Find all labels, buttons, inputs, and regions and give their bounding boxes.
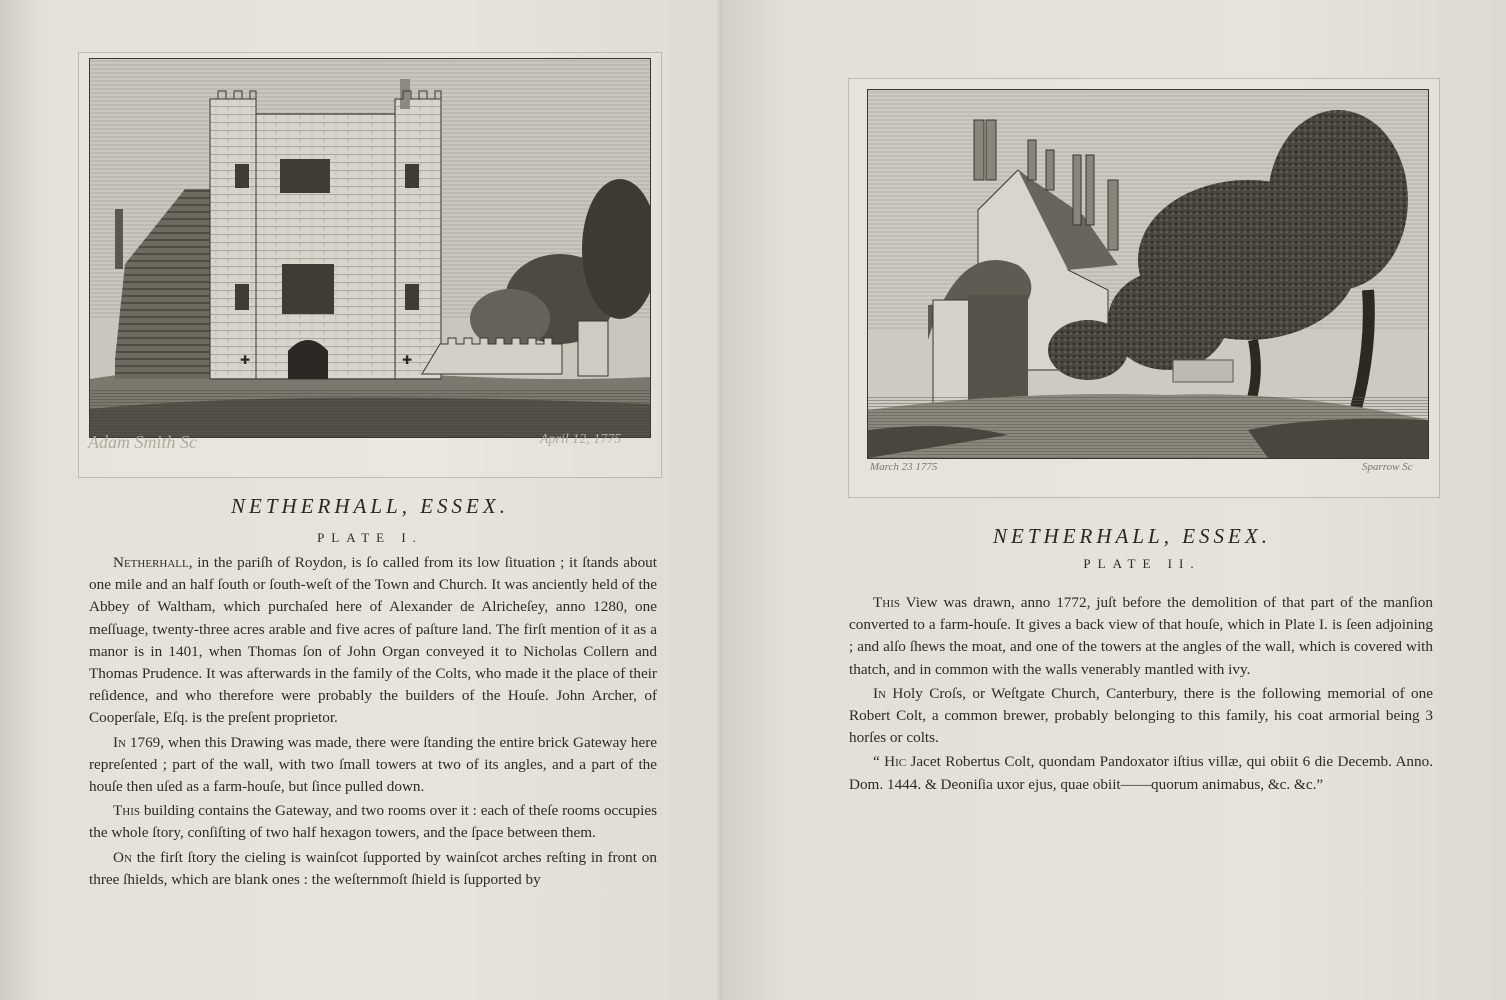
paragraph: This View was drawn, anno 1772, juſt before the demolition of that part of the manſion converted to a farm-houſe. It gives a back view of that houſe, which in Plate I. is ſeen adjoining ; and alſo ſhews the moat, and one of the towers at the angles of the wall, which is covered with thatch, and in common with the walls venerably mantled with ivy.: [849, 594, 1433, 678]
plate-2-label: PLATE II.: [1083, 556, 1201, 571]
gatehouse-illustration: [90, 59, 650, 437]
plate-2-artist-credit: Sparrow Sc: [1362, 461, 1413, 473]
plate-1-date-credit: April 12, 1775: [540, 432, 622, 447]
paragraph: This building contains the Gateway, and two rooms over it : each of theſe rooms occupies the whole ſtory, conſiſting of two half hexagon towers, and the ſpace between them.: [89, 802, 657, 842]
plate-2-text: [849, 592, 1433, 798]
plate-1-text: [89, 552, 657, 893]
plate-1-label: PLATE I.: [317, 530, 423, 545]
plate-1-title: NETHERHALL, ESSEX.: [231, 494, 509, 518]
paragraph: Netherhall, in the pariſh of Roydon, is ſo called from its low ſituation ; it ſtands about one mile and an half ſouth or ſouth-weſt of the Town and Church. It was anciently held of the Abbey of Waltham, which purchaſed here of Alexander de Alricheſey, anno 1280, one meſſuage, twenty-three acres arable and five acres of paſture land. The firſt mention of it as a manor is in 1401, when Thomas ſon of John Organ conveyed it to Nicholas Collern and Thomas Prudence. It was afterwards in the family of the Colts, who made it the place of their reſidence, and who therefore were probably the builders of the Houſe. John Archer, of Cooperſale, Eſq. is the preſent proprietor.: [89, 554, 657, 727]
svg-text:✚: ✚: [240, 353, 251, 367]
paragraph: “ Hic Jacet Robertus Colt, quondam Pandoxator iſtius villæ, qui obiit 6 die Decemb. Anno. Dom. 1444. & Deoniſia uxor ejus, quae obiit——quorum animabus, &c. &c.”: [849, 753, 1433, 793]
plate-2-date-credit: March 23 1775: [870, 461, 938, 473]
engraving-plate-2: [867, 89, 1429, 459]
paragraph: On the firſt ſtory the cieling is wainſcot ſupported by wainſcot arches reſting in front on three ſhields, which are blank ones : the weſternmoſt ſhield is ſupported by: [89, 848, 657, 888]
moat-mansion-illustration: [868, 90, 1428, 458]
paragraph: In 1769, when this Drawing was made, there were ſtanding the entire brick Gateway here repreſented ; part of the wall, with two ſmall towers at two of its angles, and a part of the houſe then uſed as a farm-houſe, but ſince pulled down.: [89, 733, 657, 796]
engraving-plate-1: [89, 58, 651, 438]
plate-1-artist-credit: Adam Smith Sc: [88, 432, 197, 452]
right-page: [722, 0, 1506, 1000]
left-page: [0, 0, 722, 1000]
plate-2-title: NETHERHALL, ESSEX.: [993, 524, 1271, 548]
svg-text:✚: ✚: [402, 353, 413, 367]
paragraph: In Holy Croſs, or Weſtgate Church, Canterbury, there is the following memorial of one Robert Colt, a common brewer, probably belonging to this family, his coat armorial being 3 horſes or colts.: [849, 684, 1433, 747]
